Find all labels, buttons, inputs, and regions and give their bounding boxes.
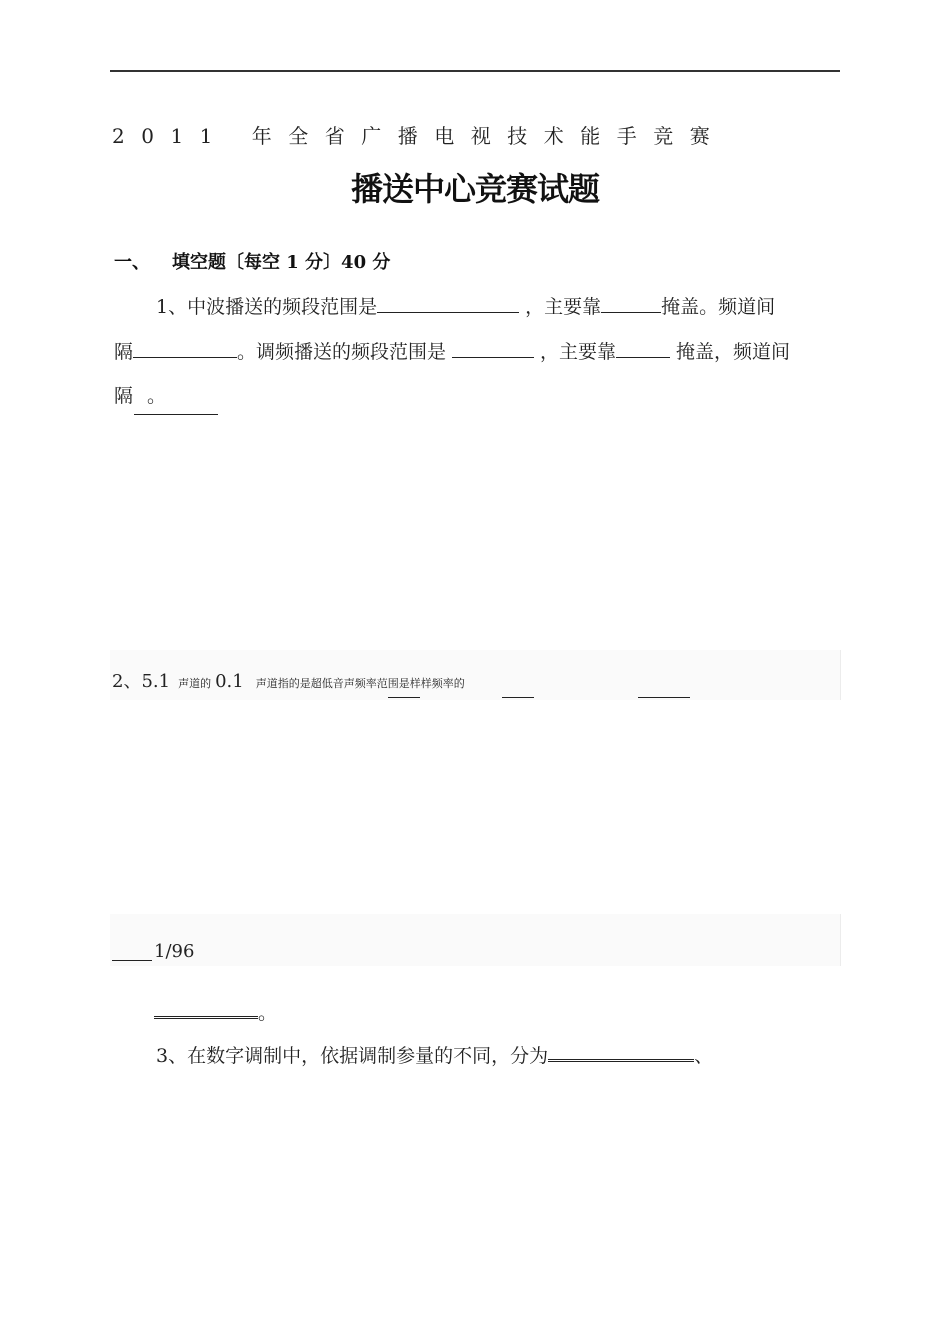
q1-text: ，主要靠 <box>540 341 617 363</box>
answer-blank[interactable] <box>601 294 661 313</box>
answer-blank[interactable] <box>377 294 519 313</box>
q2-line <box>112 667 465 693</box>
q2-end-line <box>154 998 277 1025</box>
answer-blank[interactable] <box>154 998 258 1019</box>
answer-blank[interactable] <box>616 339 670 358</box>
answer-blank[interactable] <box>502 697 534 698</box>
q1-line-2 <box>114 337 790 364</box>
page-title: 播送中心竞赛试题 <box>350 170 599 208</box>
competition-heading: 2011 年全省广播电视技术能手竞赛 <box>112 124 727 148</box>
q2-value: 0.1 <box>215 671 244 692</box>
q1-text: ，主要靠 <box>525 296 602 318</box>
q1-text: 掩盖，频道间 <box>676 341 791 363</box>
q2-end-text: 。 <box>258 1002 278 1024</box>
q1-text: 。调频播送的频段范围是 <box>237 341 447 363</box>
q1-text: 隔 <box>114 385 134 407</box>
q1-line-1 <box>156 292 775 319</box>
q3-line <box>156 1041 713 1068</box>
answer-blank[interactable] <box>548 1041 694 1062</box>
answer-blank[interactable] <box>388 697 420 698</box>
scan-band <box>110 914 841 966</box>
q3-text: 3、在数字调制中，依据调制参量的不同，分为 <box>156 1045 549 1067</box>
q1-text: 掩盖。频道间 <box>661 296 776 318</box>
q3-tail: 、 <box>694 1045 714 1067</box>
q1-text: 。 <box>147 385 167 407</box>
answer-blank[interactable] <box>134 414 218 415</box>
answer-blank[interactable] <box>133 339 237 358</box>
page-number: 1/96 <box>154 941 195 962</box>
q1-text: 1、中波播送的频段范围是 <box>156 296 378 318</box>
header-rule <box>110 70 840 72</box>
q1-text: 隔 <box>114 341 134 363</box>
q2-prefix: 2、5.1 <box>112 671 171 692</box>
answer-blank[interactable] <box>638 697 690 698</box>
section-heading <box>114 248 390 274</box>
q1-line-3 <box>114 381 166 408</box>
q2-text: 声道的 <box>178 677 212 690</box>
section-label: 填空题〔每空 1 分〕40 分 <box>172 252 391 273</box>
q2-text: 声道指的是超低音声频率范围是样样频率的 <box>255 677 465 690</box>
section-number: 一、 <box>114 252 150 273</box>
answer-blank[interactable] <box>452 339 534 358</box>
answer-blank[interactable] <box>112 960 152 961</box>
